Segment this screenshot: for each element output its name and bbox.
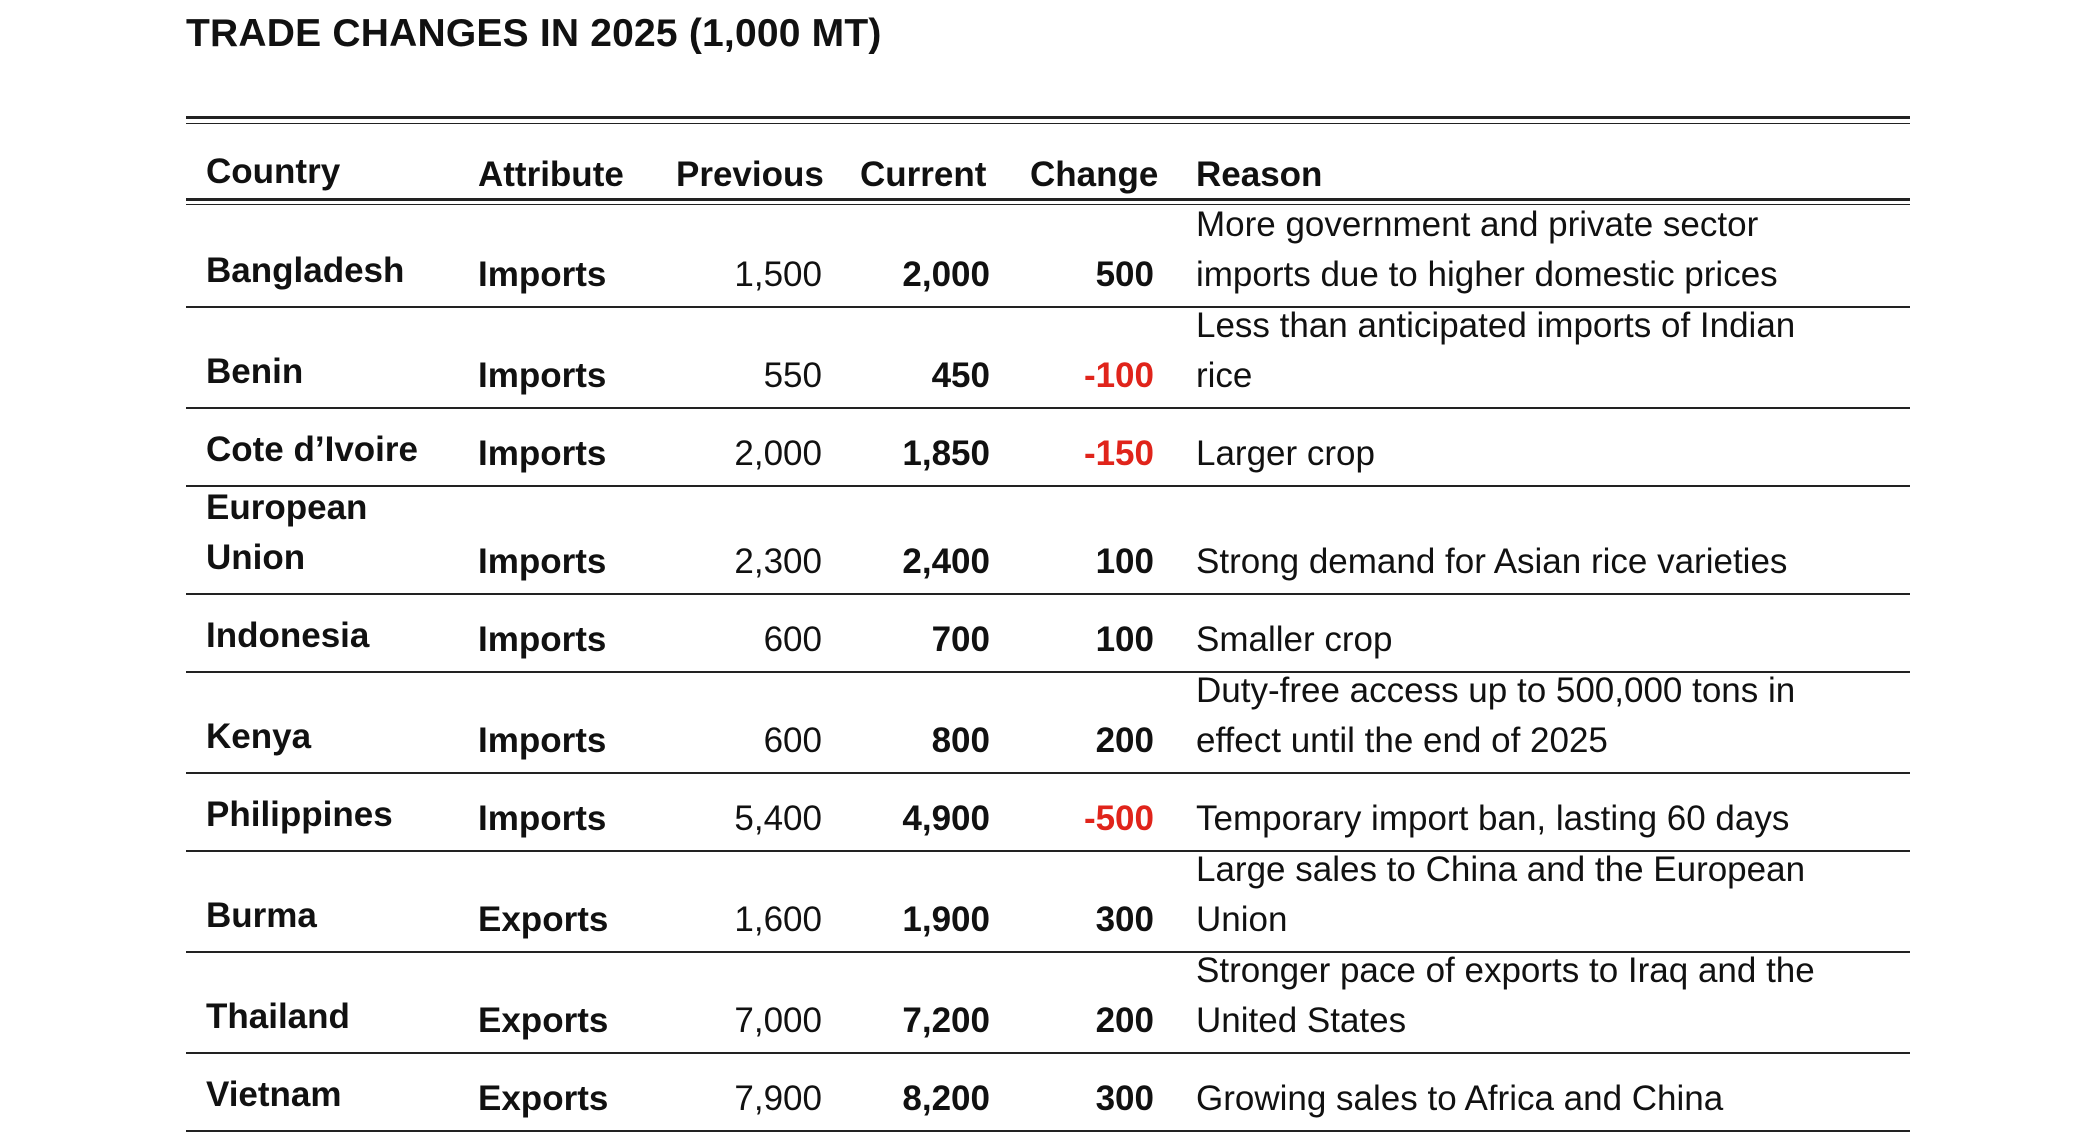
- current-cell: 2,400: [902, 542, 990, 581]
- previous-cell: 2,300: [734, 542, 822, 581]
- change-cell: 200: [1095, 721, 1154, 760]
- reason-cell: effect until the end of 2025: [1196, 721, 1608, 760]
- current-cell: 1,850: [902, 434, 990, 473]
- attribute-cell: Imports: [478, 434, 607, 473]
- reason-cell: Union: [1196, 900, 1288, 939]
- previous-cell: 600: [763, 620, 822, 659]
- attribute-cell: Imports: [478, 356, 607, 395]
- current-cell: 4,900: [902, 799, 990, 838]
- row-divider: [186, 1130, 1910, 1132]
- reason-cell: Growing sales to Africa and China: [1196, 1079, 1724, 1118]
- change-cell: 300: [1095, 1079, 1154, 1118]
- previous-cell: 1,600: [734, 900, 822, 939]
- page-title: TRADE CHANGES IN 2025 (1,000 MT): [186, 12, 882, 55]
- header-change: Change: [1030, 155, 1159, 194]
- country-cell: Philippines: [206, 795, 393, 834]
- previous-cell: 2,000: [734, 434, 822, 473]
- table-top-rule: [186, 116, 1910, 119]
- table-top-rule-thin: [186, 123, 1910, 124]
- row-divider: [186, 772, 1910, 774]
- country-cell: Thailand: [206, 997, 350, 1036]
- row-divider: [186, 485, 1910, 487]
- current-cell: 800: [931, 721, 990, 760]
- reason-cell: imports due to higher domestic prices: [1196, 255, 1778, 294]
- current-cell: 7,200: [902, 1001, 990, 1040]
- country-cell: Union: [206, 538, 306, 577]
- attribute-cell: Imports: [478, 799, 607, 838]
- country-cell: Burma: [206, 896, 317, 935]
- previous-cell: 600: [763, 721, 822, 760]
- attribute-cell: Exports: [478, 1001, 609, 1040]
- previous-cell: 550: [763, 356, 822, 395]
- header-country: Country: [206, 152, 341, 191]
- country-cell: Vietnam: [206, 1075, 342, 1114]
- change-cell: -500: [1083, 799, 1154, 838]
- change-cell: 500: [1095, 255, 1154, 294]
- reason-cell: Temporary import ban, lasting 60 days: [1196, 799, 1790, 838]
- header-reason: Reason: [1196, 155, 1323, 194]
- change-cell: 300: [1095, 900, 1154, 939]
- attribute-cell: Imports: [478, 542, 607, 581]
- previous-cell: 5,400: [734, 799, 822, 838]
- reason-cell: Larger crop: [1196, 434, 1375, 473]
- attribute-cell: Imports: [478, 721, 607, 760]
- reason-cell: Strong demand for Asian rice varieties: [1196, 542, 1788, 581]
- change-cell: 200: [1095, 1001, 1154, 1040]
- change-cell: 100: [1095, 542, 1154, 581]
- change-cell: -150: [1083, 434, 1154, 473]
- change-cell: 100: [1095, 620, 1154, 659]
- reason-cell: More government and private sector: [1196, 205, 1759, 244]
- header-previous: Previous: [676, 155, 824, 194]
- header-current: Current: [860, 155, 987, 194]
- row-divider: [186, 593, 1910, 595]
- country-cell: European: [206, 488, 368, 527]
- current-cell: 2,000: [902, 255, 990, 294]
- current-cell: 450: [931, 356, 990, 395]
- reason-cell: United States: [1196, 1001, 1407, 1040]
- previous-cell: 7,000: [734, 1001, 822, 1040]
- country-cell: Cote d’Ivoire: [206, 430, 418, 469]
- current-cell: 8,200: [902, 1079, 990, 1118]
- row-divider: [186, 407, 1910, 409]
- header-attribute: Attribute: [478, 155, 624, 194]
- reason-cell: Less than anticipated imports of Indian: [1196, 306, 1796, 345]
- reason-cell: rice: [1196, 356, 1253, 395]
- reason-cell: Stronger pace of exports to Iraq and the: [1196, 951, 1815, 990]
- reason-cell: Large sales to China and the European: [1196, 850, 1806, 889]
- row-divider: [186, 1052, 1910, 1054]
- country-cell: Benin: [206, 352, 304, 391]
- country-cell: Bangladesh: [206, 251, 405, 290]
- country-cell: Kenya: [206, 717, 312, 756]
- reason-cell: Smaller crop: [1196, 620, 1393, 659]
- attribute-cell: Exports: [478, 1079, 609, 1118]
- current-cell: 1,900: [902, 900, 990, 939]
- country-cell: Indonesia: [206, 616, 370, 655]
- previous-cell: 1,500: [734, 255, 822, 294]
- attribute-cell: Imports: [478, 255, 607, 294]
- attribute-cell: Imports: [478, 620, 607, 659]
- reason-cell: Duty-free access up to 500,000 tons in: [1196, 671, 1796, 710]
- change-cell: -100: [1083, 356, 1154, 395]
- current-cell: 700: [931, 620, 990, 659]
- attribute-cell: Exports: [478, 900, 609, 939]
- previous-cell: 7,900: [734, 1079, 822, 1118]
